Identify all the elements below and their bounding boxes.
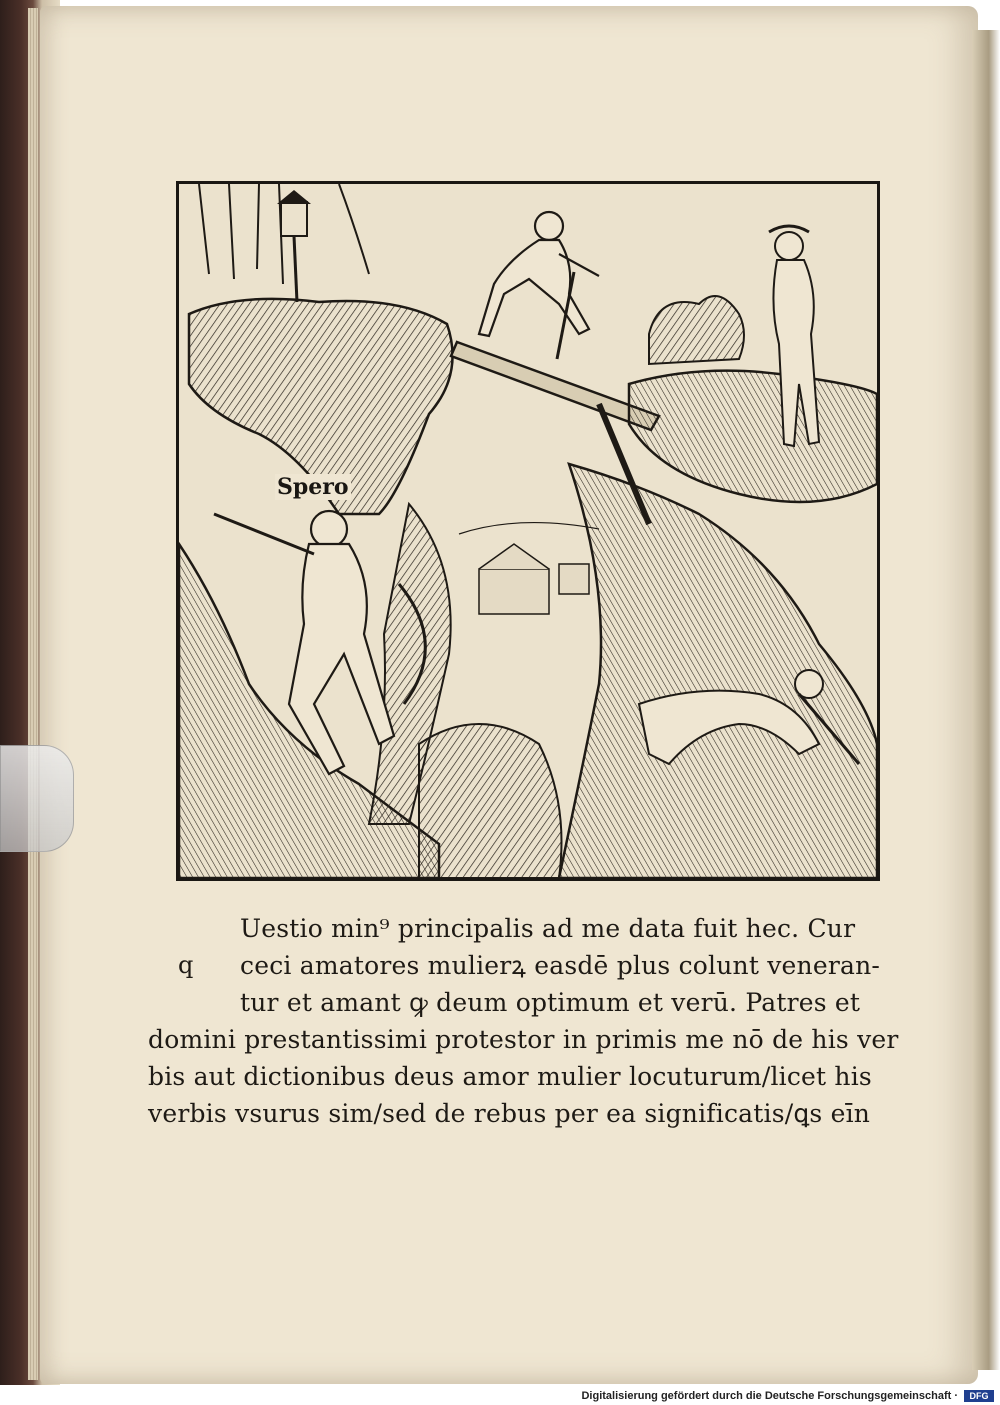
- guide-letter: q: [178, 951, 194, 979]
- woodcut-scene-icon: [179, 184, 877, 878]
- text-line: tur et amant ꝙ deum optimum et verū. Patres et: [240, 988, 861, 1017]
- text-line: ceci amatores mulierꝝ easdē plus colunt veneran-: [240, 951, 881, 980]
- page-clip: [0, 745, 74, 852]
- page-stack-edge: [28, 8, 38, 1380]
- illustration-label: Spero: [277, 474, 349, 500]
- text-line: domini prestantissimi protestor in primis me nō de his ver: [148, 1025, 899, 1054]
- body-text: [148, 910, 899, 1132]
- text-line: Uestio min⁹ principalis ad me data fuit hec. Cur: [240, 914, 856, 943]
- text-line: verbis vsurus sim/sed de rebus per ea significatis/ꝗs eīn: [148, 1099, 871, 1128]
- dfg-logo-icon: DFG: [964, 1390, 994, 1402]
- woodcut-illustration: [176, 181, 880, 881]
- footer-credit: Digitalisierung gefördert durch die Deutsche Forschungsgemeinschaft ·: [581, 1390, 958, 1402]
- text-line: bis aut dictionibus deus amor mulier locuturum/licet his: [148, 1062, 872, 1091]
- page-gutter-edge: [972, 30, 1000, 1370]
